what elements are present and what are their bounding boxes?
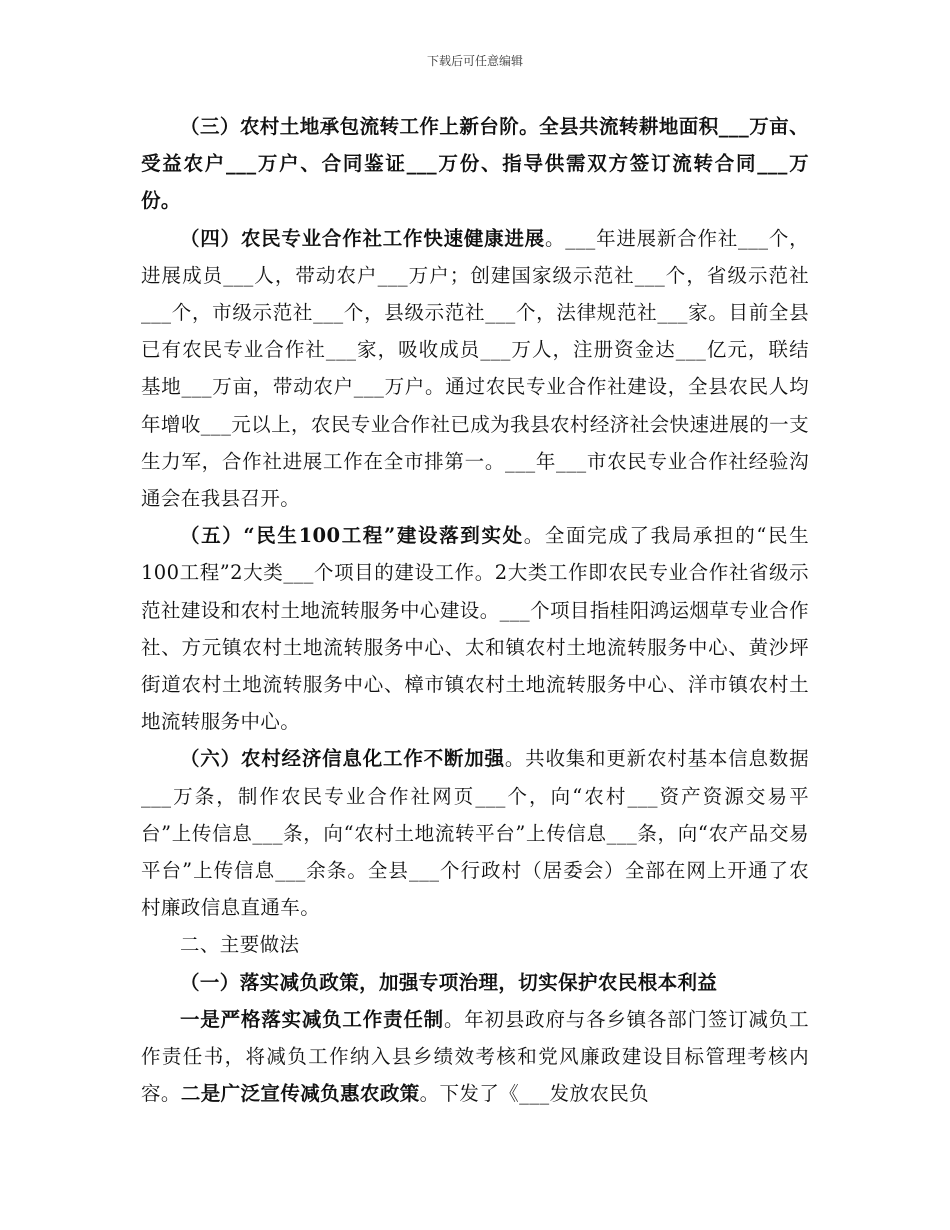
paragraph-lead: （三）农村土地承包流转工作上新台阶。全县共流转耕地面积___万亩、受益农户___万户、合同鉴证___万份、指导供需双方签订流转合同___万份。	[141, 115, 809, 213]
paragraph-lead: （五）“民生100工程”建设落到实处	[180, 524, 524, 548]
paragraph-lead: （六）农村经济信息化工作不断加强	[180, 747, 505, 771]
paragraph-burden-reduction	[141, 1001, 809, 1113]
paragraph-body-1: 。年初县政府与各乡镇各部门签订减负工作责任书，将减负工作纳入县乡绩效考核和党风廉政建设目标管理考核内容。	[141, 1007, 810, 1106]
paragraph-body-2: 。下发了《___发放农民负	[419, 1082, 650, 1106]
paragraph-land-contract	[141, 108, 809, 220]
paragraph-lead-1: 一是严格落实减负工作责任制	[180, 1007, 444, 1031]
paragraph-informatization	[141, 740, 809, 926]
paragraph-body: 。全面完成了我局承担的“民生100工程”2大类___个项目的建设工作。2大类工作即农民专业合作社省级示范社建设和农村土地流转服务中心建设。___个项目指桂阳鸿运烟草专业合作社、方元镇农村土地流转服务中心、太和镇农村土地流转服务中心、黄沙坪街道农村土地流转服务中心、樟市镇农村土地流转服务中心、洋市镇农村土地流转服务中心。	[141, 524, 809, 734]
document-body	[141, 108, 809, 1112]
paragraph-body: 。___年进展新合作社___个，进展成员___人，带动农户___万户；创建国家级示范社___个，省级示范社___个，市级示范社___个，县级示范社___个，法律规范社___家。目前全县已有农民专业合作社___家，吸收成员___万人，注册资金达___亿元，联结基地___万亩，带动农户___万户。通过农民专业合作社建设，全县农民人均年增收___元以上，农民专业合作社已成为我县农村经济社会快速进展的一支生力军，合作社进展工作在全市排第一。___年___市农民专业合作社经验沟通会在我县召开。	[141, 226, 809, 511]
paragraph-lead: （四）农民专业合作社工作快速健康进展	[180, 226, 545, 250]
paragraph-livelihood-project	[141, 517, 809, 740]
paragraph-lead-2: 二是广泛宣传减负惠农政策	[180, 1082, 420, 1106]
paragraph-cooperatives	[141, 220, 809, 518]
paragraph-body: 。共收集和更新农村基本信息数据___万条，制作农民专业合作社网页___个，向“农村___资产资源交易平台”上传信息___条，向“农村土地流转平台”上传信息___条，向“农产品交易平台”上传信息___余条。全县___个行政村（居委会）全部在网上开通了农村廉政信息直通车。	[141, 747, 809, 920]
page-header-note: 下载后可任意编辑	[426, 54, 523, 68]
section-heading: 二、主要做法	[180, 933, 300, 957]
sub-heading: （一）落实减负政策，加强专项治理，切实保护农民根本利益	[180, 970, 718, 994]
